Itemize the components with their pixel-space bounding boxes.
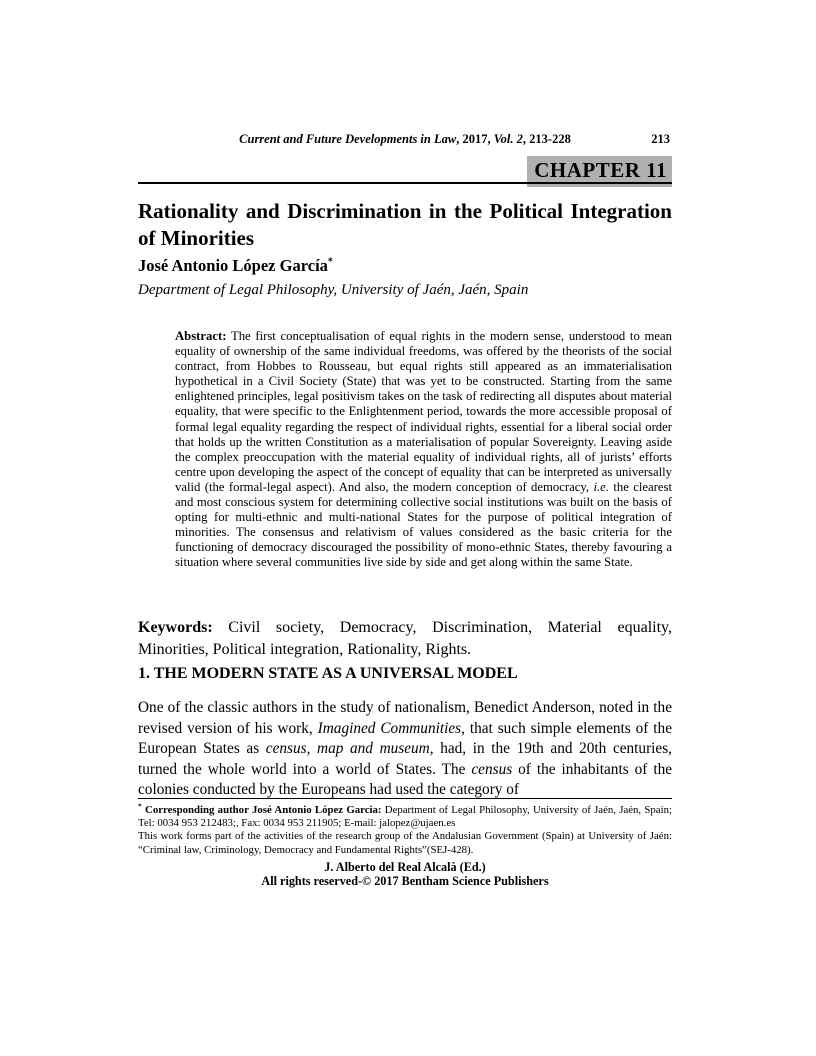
- abstract-text-2: the clearest and most conscious system for determining collective social institutions was built on the basis of opting for multi-ethnic and multi-national States for the purpose of political integration of minorities. The consensus and relativism of values considered as the basic criteria for the functioning of democracy discouraged the possibility of mono-ethnic States, thereby favouring a situation where several communities live side by side and get along within the same State.: [175, 479, 672, 570]
- author-byline: [138, 256, 333, 275]
- journal-volume: Vol. 2: [493, 132, 523, 146]
- keywords-text: Civil society, Democracy, Discrimination, Material equality, Minorities, Political integration, Rationality, Rights.: [138, 619, 672, 658]
- footnote-lead: Corresponding author José Antonio López Garcia:: [141, 804, 385, 816]
- paragraph-italic-3: census: [471, 760, 513, 778]
- paragraph-italic-1: Imagined Communities: [317, 719, 462, 737]
- body-paragraph: [138, 698, 672, 801]
- footnote-mark: *: [138, 801, 142, 811]
- page-title: Rationality and Discrimination in the Political Integration of Minorities: [138, 199, 672, 250]
- journal-year: , 2017,: [456, 132, 494, 146]
- footnote-contact: Department of Legal Philosophy, University of Jaén, Jaén, Spain; Tel: 0034 953 212483;, Fax: 0034 953 211905; E-mail: jalopez@ujaen.es: [138, 804, 672, 830]
- footer-editor: J. Alberto del Real Alcalà (Ed.): [324, 860, 486, 874]
- chapter-divider-rule: [138, 182, 672, 184]
- paragraph-text-2: , that such simple elements of the European States as: [138, 719, 672, 757]
- page-number: 213: [651, 132, 670, 146]
- paragraph-text-3: , had, in the 19th and 20th centuries, turned the whole world into a world of States. The: [138, 740, 672, 778]
- footnote-block: [138, 798, 672, 857]
- keywords-label: Keywords:: [138, 619, 213, 636]
- footer-rights: All rights reserved-© 2017 Bentham Science Publishers: [261, 873, 549, 888]
- journal-title: Current and Future Developments in Law: [239, 132, 457, 146]
- footnote-corresponding-author: [138, 801, 672, 830]
- paragraph-text-1: One of the classic authors in the study of nationalism, Benedict Anderson, noted in the revised version of his work,: [138, 699, 672, 737]
- abstract-text-1: The first conceptualisation of equal rights in the modern sense, understood to mean equality of ownership of the same individual freedoms, was offered by the theorists of the social contract, from Hobbes to Rousseau, but equal rights still appeared as an immaterialisation hypothetical in a Civil Society (State) that was yet to be constructed. Starting from the same enlightened principles, legal positivism takes on the task of redirecting all disputes about material equality, that were specific to the Enlightenment period, towards the more accessible proposal of formal legal equality regarding the respect of individual rights, essential for a liberal social order that holds up the written Constitution as a materialisation of popular Sovereignty. Leaving aside the complex preoccupation with the material equality of individual rights, all of jurists’ efforts centre upon developing the aspect of the concept of equality that can be interpreted as universally valid (the formal-legal aspect). And also, the modern conception of democracy,: [175, 329, 672, 494]
- running-header: [138, 132, 672, 146]
- author-affiliation: Department of Legal Philosophy, University of Jaén, Jaén, Spain: [138, 282, 529, 298]
- chapter-header-row: [138, 156, 672, 187]
- paragraph-text-4: of the inhabitants of the colonies conducted by the Europeans had used the category of: [138, 760, 673, 798]
- author-footnote-mark: *: [327, 256, 333, 268]
- author-name: José Antonio López García: [138, 256, 328, 275]
- abstract-block: [175, 329, 672, 571]
- abstract-ie: i.e.: [593, 479, 609, 494]
- keywords-block: [138, 617, 672, 660]
- footnote-research-group: This work forms part of the activities of the research group of the Andalusian Government (Spain) at University of Jaén: “Criminal law, Criminology, Democracy and Fundamental Rights”(SEJ-428).: [138, 830, 672, 856]
- chapter-badge: CHAPTER 11: [527, 156, 672, 187]
- section-heading: 1. THE MODERN STATE AS A UNIVERSAL MODEL: [138, 665, 518, 682]
- paragraph-italic-2: census, map and museum: [265, 740, 430, 757]
- journal-pages: , 213-228: [522, 132, 571, 146]
- page-footer: [138, 861, 672, 889]
- abstract-label: Abstract:: [175, 329, 227, 343]
